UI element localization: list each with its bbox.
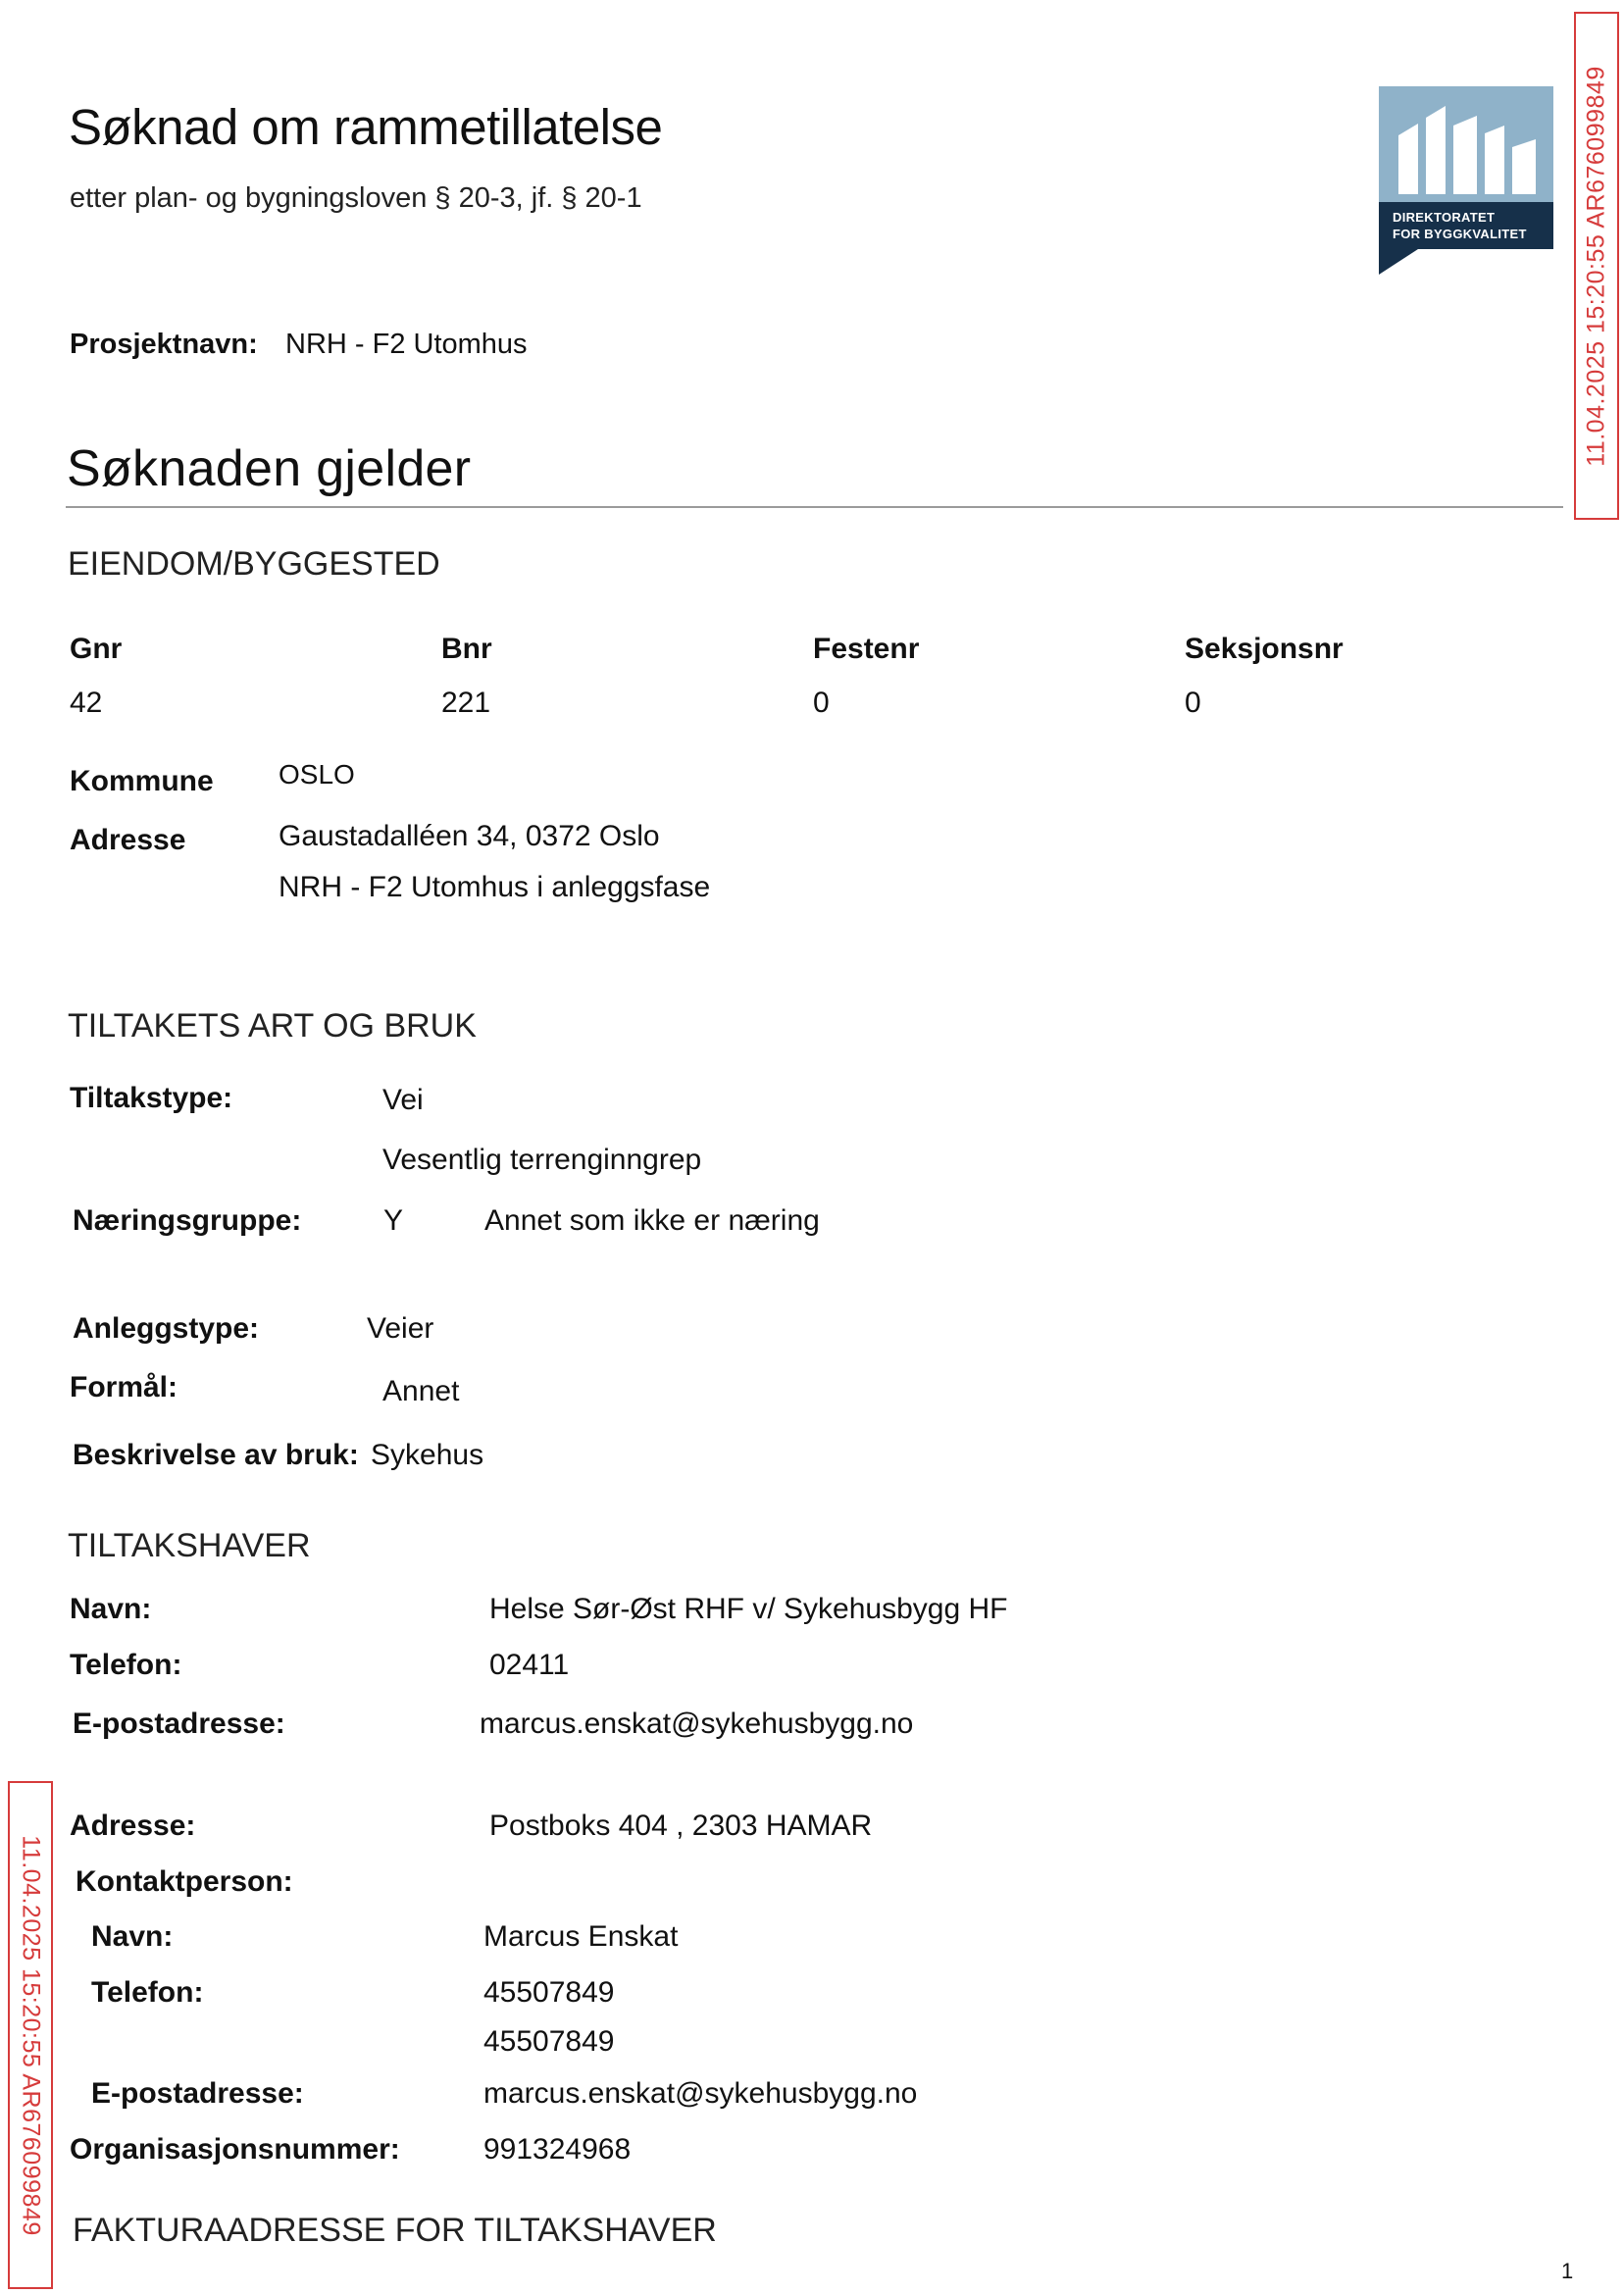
seksjonsnr-label: Seksjonsnr — [1185, 633, 1344, 665]
tiltakshaver-epost-label: E-postadresse: — [73, 1708, 285, 1740]
adresse-line1: Gaustadalléen 34, 0372 Oslo — [279, 820, 660, 852]
beskrivelse-label: Beskrivelse av bruk: — [73, 1439, 359, 1471]
gnr-value: 42 — [70, 687, 103, 719]
seksjonsnr-value: 0 — [1185, 687, 1201, 719]
dibk-logo — [1379, 86, 1553, 275]
tiltakshaver-navn-label: Navn: — [70, 1593, 152, 1625]
tiltak-heading: TILTAKETS ART OG BRUK — [68, 1007, 477, 1045]
bnr-label: Bnr — [441, 633, 492, 665]
kontaktperson-label: Kontaktperson: — [76, 1865, 293, 1898]
tiltakshaver-adresse-label: Adresse: — [70, 1810, 196, 1842]
tiltakshaver-telefon-label: Telefon: — [70, 1649, 182, 1681]
naeringsgruppe-code: Y — [383, 1204, 404, 1237]
adresse-line2: NRH - F2 Utomhus i anleggsfase — [279, 871, 711, 903]
festenr-value: 0 — [813, 687, 830, 719]
kontakt-navn-value: Marcus Enskat — [483, 1920, 679, 1953]
formal-value: Annet — [382, 1375, 460, 1407]
faktura-heading: FAKTURAADRESSE FOR TILTAKSHAVER — [73, 2212, 717, 2249]
timestamp-stamp-top — [1574, 12, 1619, 520]
festenr-label: Festenr — [813, 633, 920, 665]
logo-tail — [1379, 249, 1418, 275]
logo-text-line2: FOR BYGGKVALITET — [1393, 227, 1527, 241]
eiendom-heading: EIENDOM/BYGGESTED — [68, 545, 440, 583]
kommune-value: OSLO — [279, 759, 355, 790]
tiltakshaver-telefon-value: 02411 — [489, 1649, 570, 1681]
anleggstype-value: Veier — [367, 1312, 434, 1345]
project-label: Prosjektnavn: — [70, 329, 258, 360]
kontakt-telefon-value-2: 45507849 — [483, 2025, 615, 2058]
naeringsgruppe-value: Annet som ikke er næring — [484, 1204, 820, 1237]
adresse-label: Adresse — [70, 824, 186, 856]
logo-text-line1: DIREKTORATET — [1393, 210, 1496, 225]
kontakt-epost-value: marcus.enskat@sykehusbygg.no — [483, 2077, 918, 2110]
stamp-text: 11.04.2025 15:20:55 AR676099849 — [17, 1834, 45, 2236]
section-divider — [66, 506, 1563, 508]
tiltakshaver-navn-value: Helse Sør-Øst RHF v/ Sykehusbygg HF — [489, 1593, 1008, 1625]
tiltakstype-label: Tiltakstype: — [70, 1082, 233, 1114]
kommune-label: Kommune — [70, 765, 214, 797]
orgnr-value: 991324968 — [483, 2133, 632, 2166]
tiltakstype-value-1: Vei — [382, 1084, 424, 1116]
kontakt-epost-label: E-postadresse: — [91, 2077, 304, 2110]
beskrivelse-value: Sykehus — [371, 1439, 484, 1471]
project-value: NRH - F2 Utomhus — [285, 329, 528, 360]
tiltakshaver-epost-value: marcus.enskat@sykehusbygg.no — [480, 1708, 914, 1740]
formal-label: Formål: — [70, 1371, 178, 1403]
kontakt-telefon-label: Telefon: — [91, 1976, 204, 2009]
anleggstype-label: Anleggstype: — [73, 1312, 260, 1345]
buildings-icon — [1389, 96, 1544, 198]
tiltakshaver-heading: TILTAKSHAVER — [68, 1527, 311, 1564]
tiltakstype-value-2: Vesentlig terrenginngrep — [382, 1144, 702, 1176]
stamp-text: 11.04.2025 15:20:55 AR676099849 — [1582, 65, 1610, 467]
tiltakshaver-adresse-value: Postboks 404 , 2303 HAMAR — [489, 1810, 873, 1842]
timestamp-stamp-side — [8, 1781, 53, 2289]
orgnr-label: Organisasjonsnummer: — [70, 2133, 400, 2166]
gnr-label: Gnr — [70, 633, 123, 665]
bnr-value: 221 — [441, 687, 491, 719]
kontakt-navn-label: Navn: — [91, 1920, 174, 1953]
section-title: Søknaden gjelder — [67, 440, 472, 497]
page-number: 1 — [1561, 2259, 1574, 2283]
document-title: Søknad om rammetillatelse — [69, 99, 663, 155]
document-subtitle: etter plan- og bygningsloven § 20-3, jf. § 20-1 — [70, 182, 642, 214]
naeringsgruppe-label: Næringsgruppe: — [73, 1204, 302, 1237]
kontakt-telefon-value-1: 45507849 — [483, 1976, 615, 2009]
